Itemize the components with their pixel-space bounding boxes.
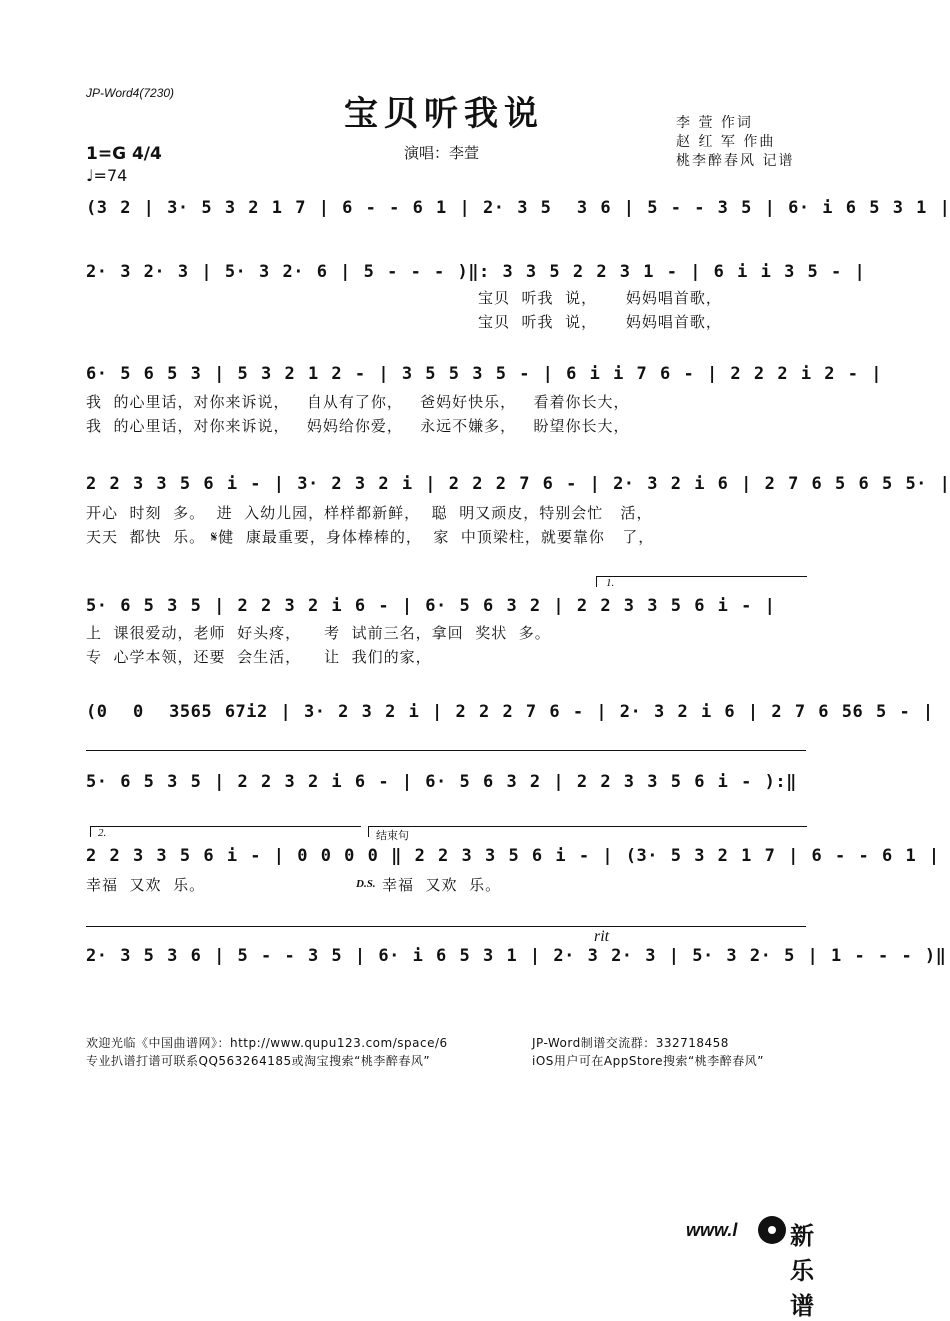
software-version: JP-Word4(7230) [86,86,175,100]
notation-line-3: 6· 5 6 5 3 | 5 3 2 1 2 - | 3 5 5 3 5 - | 6 i i 7 6 - | 2 2 2 i 2 - | [86,364,882,384]
lyric-line-5-verse-1: 上 课很爱动，老师 好头疼， 考 试前三名，拿回 奖状 多。 [86,624,551,642]
transcriber-credit: 桃李醉春风 记谱 [676,153,795,169]
lyric-line-3-verse-2: 我 的心里话，对你来诉说， 妈妈给你爱， 永远不嫌多， 盼望你长大， [86,417,630,435]
key-signature: 1=G 4/4 [86,144,162,164]
score-line-3 [86,364,882,394]
volta-1-bracket [596,576,807,587]
score-line-7 [86,772,808,802]
score-line-9 [86,946,947,976]
logo-www: www.l [686,1220,738,1240]
section-divider-2 [86,926,806,927]
dal-segno-mark: D.S. [356,878,376,890]
composer-credit: 赵 红 军 作曲 [676,134,776,150]
lyric-line-5-verse-2: 专 心学本领，还要 会生活， 让 我们的家， [86,648,432,666]
lyric-line-4-verse-1: 开心 时刻 多。 进 入幼儿园，样样都新鲜， 聪 明又顽皮，特别会忙 活， [86,504,653,522]
score-line-8 [86,846,940,876]
notation-line-7: 5· 6 5 3 5 | 2 2 3 2 i 6 - | 6· 5 6 3 2 | 2 2 3 3 5 6 i - ):‖ [86,772,797,792]
tempo-marking: ♩=74 [86,166,128,185]
footer-contact: 专业扒谱打谱可联系QQ563264185或淘宝搜索“桃李醉春风” [86,1054,431,1068]
coda-bracket [368,826,807,837]
ritardando-mark: rit [594,928,610,945]
volta-1-label: 1. [606,577,615,589]
lyric-line-8-b: 幸福 又欢 乐。 [382,876,502,894]
notation-line-6: (0 0 3565 67i2 | 3· 2 3 2 i | 2 2 2 7 6 - | 2· 3 2 i 6 | 2 7 6 56 5 - | [86,702,934,722]
section-divider-1 [86,750,806,751]
logo-text: 新乐谱 [790,1222,814,1320]
lyric-line-4-verse-2: 天天 都快 乐。 𝄋健 康最重要，身体棒棒的， 家 中顶梁柱，就要靠你 了， [86,528,655,546]
footer-group: JP-Word制谱交流群：332718458 [532,1036,729,1050]
singer-credit: 演唱：李萱 [404,144,480,162]
lyric-line-2-verse-2: 宝贝 听我 说， 妈妈唱首歌， [478,313,722,331]
song-title: 宝贝听我说 [344,94,544,134]
notation-line-8: 2 2 3 3 5 6 i - | 0 0 0 0 ‖ 2 2 3 3 5 6 i - | (3· 5 3 2 1 7 | 6 - - 6 1 | [86,846,940,866]
disc-icon [758,1216,786,1244]
volta-2-label: 2. [98,827,107,839]
score-line-1 [86,198,950,228]
volta-2-bracket [90,826,361,837]
notation-line-4: 2 2 3 3 5 6 i - | 3· 2 3 2 i | 2 2 2 7 6 - | 2· 3 2 i 6 | 2 7 6 5 6 5 5· | [86,474,950,494]
notation-line-5: 5· 6 5 3 5 | 2 2 3 2 i 6 - | 6· 5 6 3 2 | 2 2 3 3 5 6 i - | [86,596,776,616]
notation-line-9: 2· 3 5 3 6 | 5 - - 3 5 | 6· i 6 5 3 1 | 2· 3 2· 3 | 5· 3 2· 5 | 1 - - - )‖ [86,946,947,966]
score-line-4 [86,474,950,504]
lyric-line-2-verse-1: 宝贝 听我 说， 妈妈唱首歌， [478,289,722,307]
coda-label: 结束句 [376,829,409,842]
notation-line-1: (3 2 | 3· 5 3 2 1 7 | 6 - - 6 1 | 2· 3 5 3 6 | 5 - - 3 5 | 6· i 6 5 3 1 | [86,198,950,218]
score-line-6 [86,702,934,732]
lyric-line-3-verse-1: 我 的心里话，对你来诉说， 自从有了你， 爸妈好快乐， 看着你长大， [86,393,630,411]
footer-website: 欢迎光临《中国曲谱网》：http://www.qupu123.com/space/6 [86,1036,448,1050]
footer-ios: iOS用户可在AppStore搜索“桃李醉春风” [532,1054,764,1068]
lyric-line-8-a: 幸福 又欢 乐。 [86,876,206,894]
notation-line-2: 2· 3 2· 3 | 5· 3 2· 6 | 5 - - - )‖: 3 3 5 2 2 3 1 - | 6 i i 3 5 - | [86,262,866,282]
lyricist-credit: 李 萱 作词 [676,115,753,131]
